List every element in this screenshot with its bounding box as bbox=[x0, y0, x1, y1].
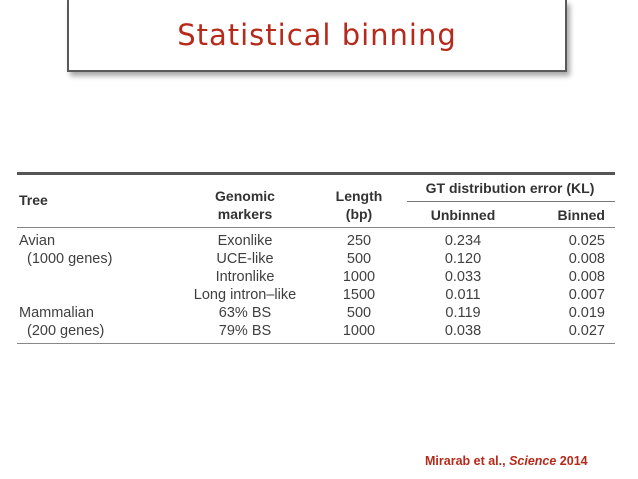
table-bottom-rule bbox=[17, 343, 615, 344]
row-tree: Avian bbox=[19, 233, 56, 249]
row-tree: (200 genes) bbox=[27, 323, 105, 339]
citation-journal: Science bbox=[509, 454, 557, 468]
row-unbinned: 0.120 bbox=[444, 251, 482, 267]
header-length-line2: (bp) bbox=[345, 206, 373, 222]
title-box bbox=[67, 0, 567, 72]
header-length-line1: Length bbox=[335, 188, 383, 204]
row-length: 1000 bbox=[342, 269, 376, 285]
table-top-rule bbox=[17, 172, 615, 175]
row-length: 1000 bbox=[342, 323, 376, 339]
row-length: 1500 bbox=[342, 287, 376, 303]
header-markers-line1: Genomic bbox=[215, 188, 275, 204]
row-unbinned: 0.119 bbox=[445, 305, 481, 321]
row-markers: 79% BS bbox=[218, 323, 272, 339]
row-binned: 0.008 bbox=[568, 251, 605, 267]
row-binned: 0.019 bbox=[568, 305, 605, 321]
header-gt-underline bbox=[407, 201, 615, 202]
header-gt-error: GT distribution error (KL) bbox=[425, 180, 595, 196]
row-tree: (1000 genes) bbox=[27, 251, 113, 267]
row-length: 500 bbox=[346, 251, 372, 267]
row-markers: Long intron–like bbox=[193, 287, 297, 303]
row-markers: Exonlike bbox=[217, 233, 273, 249]
row-binned: 0.027 bbox=[568, 323, 605, 339]
row-unbinned: 0.033 bbox=[444, 269, 482, 285]
row-tree: Mammalian bbox=[19, 305, 94, 321]
row-unbinned: 0.234 bbox=[444, 233, 482, 249]
citation-year: 2014 bbox=[556, 454, 588, 468]
row-markers: Intronlike bbox=[215, 269, 275, 285]
citation-authors: Mirarab et al., bbox=[425, 454, 510, 468]
header-tree: Tree bbox=[19, 192, 48, 208]
header-bottom-rule bbox=[17, 227, 615, 228]
row-markers: 63% BS bbox=[218, 305, 272, 321]
slide-title: Statistical binning bbox=[177, 18, 457, 52]
row-unbinned: 0.038 bbox=[444, 323, 482, 339]
header-binned: Binned bbox=[557, 207, 605, 223]
row-length: 250 bbox=[346, 233, 372, 249]
row-binned: 0.007 bbox=[568, 287, 605, 303]
row-binned: 0.008 bbox=[568, 269, 605, 285]
row-length: 500 bbox=[346, 305, 372, 321]
row-markers: UCE-like bbox=[216, 251, 274, 267]
citation bbox=[425, 454, 588, 468]
header-unbinned: Unbinned bbox=[430, 207, 496, 223]
header-markers-line2: markers bbox=[217, 206, 273, 222]
row-unbinned: 0.011 bbox=[445, 287, 481, 303]
row-binned: 0.025 bbox=[568, 233, 605, 249]
